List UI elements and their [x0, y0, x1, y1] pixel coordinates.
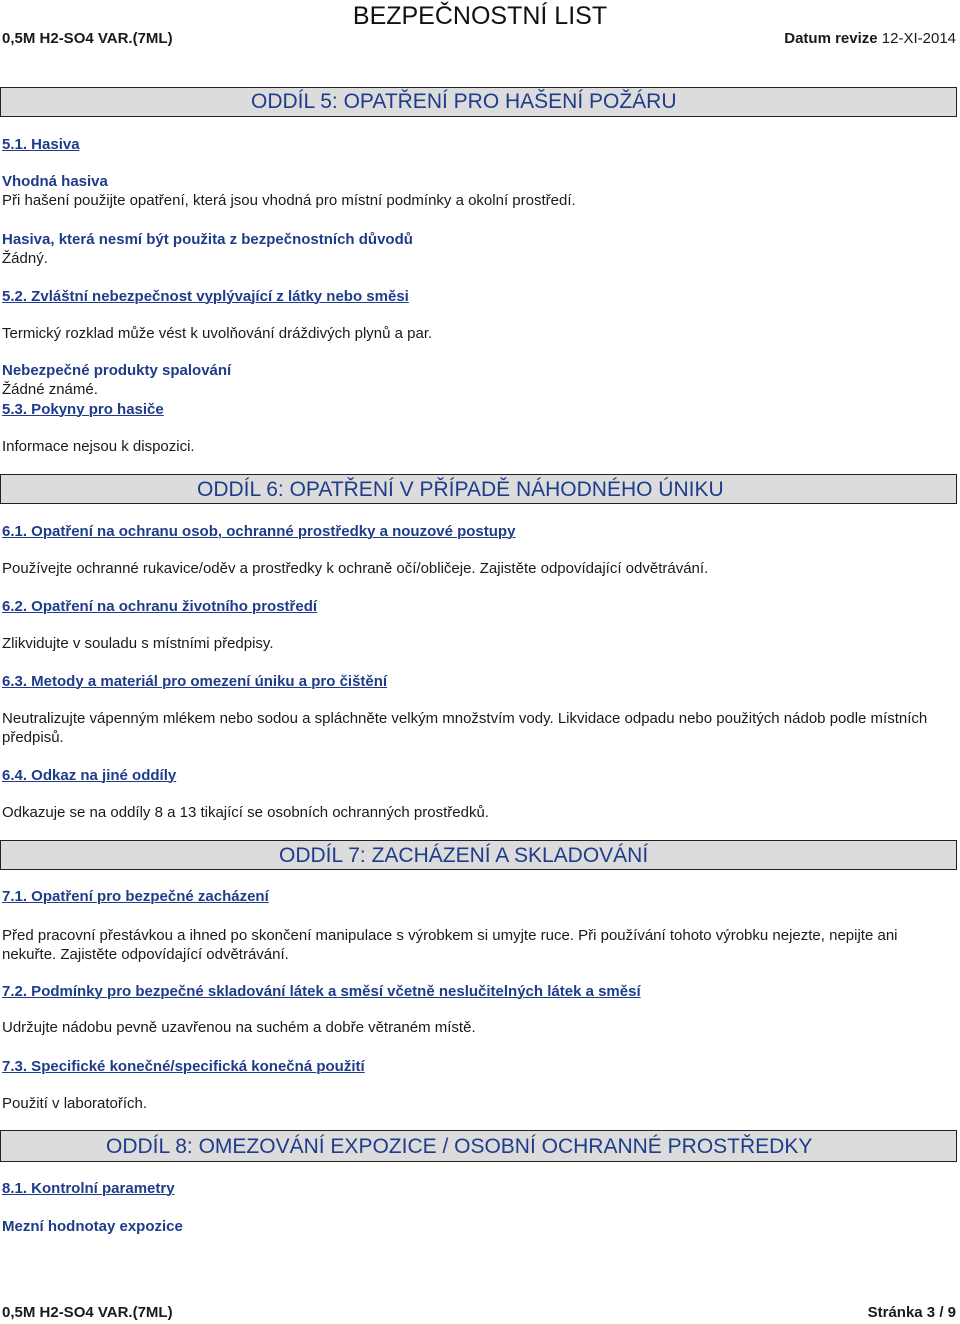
section8-title: ODDÍL 8: OMEZOVÁNÍ EXPOZICE / OSOBNÍ OCHRANNÉ PROSTŘEDKY	[106, 1135, 813, 1158]
suitable-media-text: Při hašení použijte opatření, která jsou vhodná pro místní podmínky a okolní prostředí.	[2, 192, 576, 209]
s61-title-text: 6.1. Opatření na ochranu osob, ochranné prostředky a nouzové postupy	[2, 523, 516, 540]
s71-title	[2, 888, 269, 905]
s62-text: Zlikvidujte v souladu s místními předpisy.	[2, 635, 274, 652]
footer-product-name: 0,5M H2-SO4 VAR.(7ML)	[2, 1304, 173, 1321]
section6-header	[0, 474, 957, 504]
s52-text: Termický rozklad může vést k uvolňování dráždivých plynů a par.	[2, 325, 433, 342]
s51-title	[2, 136, 92, 153]
section5-header	[0, 87, 957, 117]
exposure-limits-label: Mezní hodnotay expozice	[2, 1218, 183, 1235]
s73-title	[2, 1058, 365, 1075]
unsuitable-media-text: Žádný.	[2, 250, 48, 267]
s53-title-text: 5.3. Pokyny pro hasiče	[2, 401, 164, 418]
section8-header	[0, 1130, 957, 1162]
s73-title-text: 7.3. Specifické konečné/specifická konečná použití	[2, 1058, 365, 1075]
unsuitable-media-label: Hasiva, která nesmí být použita z bezpečnostních důvodů	[2, 231, 413, 248]
combustion-products-label: Nebezpečné produkty spalování	[2, 362, 232, 379]
s64-text: Odkazuje se na oddíly 8 a 13 tikající se osobních ochranných prostředků.	[2, 804, 489, 821]
s71-title-text: 7.1. Opatření pro bezpečné zacházení	[2, 888, 269, 905]
s72-title-text: 7.2. Podmínky pro bezpečné skladování látek a směsí včetně neslučitelných látek a směsí	[2, 983, 641, 1000]
s81-title-text: 8.1. Kontrolní parametry	[2, 1180, 175, 1197]
s52-title	[2, 288, 409, 305]
section6-title: ODDÍL 6: OPATŘENÍ V PŘÍPADĚ NÁHODNÉHO ÚNIKU	[197, 478, 724, 501]
section7-title: ODDÍL 7: ZACHÁZENÍ A SKLADOVÁNÍ	[279, 844, 649, 867]
s52-title-text: 5.2. Zvláštní nebezpečnost vyplývající z látky nebo směsi	[2, 288, 409, 305]
combustion-products-text: Žádné známé.	[2, 381, 98, 398]
footer-page-number: Stránka 3 / 9	[867, 1304, 956, 1321]
suitable-media-label: Vhodná hasiva	[2, 173, 108, 190]
s73-text: Použití v laboratořích.	[2, 1095, 148, 1112]
s64-title-text: 6.4. Odkaz na jiné oddíly	[2, 767, 177, 784]
s81-title	[2, 1180, 175, 1197]
section5-title: ODDÍL 5: OPATŘENÍ PRO HAŠENÍ POŽÁRU	[251, 90, 677, 113]
s63-text: Neutralizujte vápenným mlékem nebo sodou a spláchněte velkým množstvím vody. Likvidace odpadu nebo použitých nádob podle místních předpisů.	[2, 710, 928, 746]
s62-title-text: 6.2. Opatření na ochranu životního prostředí	[2, 598, 318, 615]
s72-text: Udržujte nádobu pevně uzavřenou na suchém a dobře větraném místě.	[2, 1019, 476, 1036]
s72-title	[2, 983, 641, 1000]
s51-title-text: 5.1. Hasiva	[2, 136, 80, 153]
s53-title	[2, 401, 164, 418]
s62-title	[2, 598, 317, 615]
revision-label: Datum revize	[784, 30, 878, 47]
header-product-name: 0,5M H2-SO4 VAR.(7ML)	[2, 30, 173, 47]
revision-date: 12-XI-2014	[881, 30, 956, 47]
s71-text: Před pracovní přestávkou a ihned po skončení manipulace s výrobkem si umyjte ruce. Při používání tohoto výrobku nejezte, nepijte ani nekuřte. Zajistěte odpovídající odvětrávání.	[2, 927, 898, 963]
document-title: BEZPEČNOSTNÍ LIST	[352, 2, 608, 30]
s53-text: Informace nejsou k dispozici.	[2, 438, 195, 455]
section7-header	[0, 840, 957, 870]
s63-title-text: 6.3. Metody a materiál pro omezení úniku a pro čištění	[2, 673, 388, 690]
s61-title	[2, 523, 515, 540]
header-revision	[784, 30, 956, 47]
s63-title	[2, 673, 387, 690]
s61-text: Používejte ochranné rukavice/oděv a prostředky k ochraně očí/obličeje. Zajistěte odpovídající odvětrávání.	[2, 560, 709, 577]
s64-title	[2, 767, 176, 784]
